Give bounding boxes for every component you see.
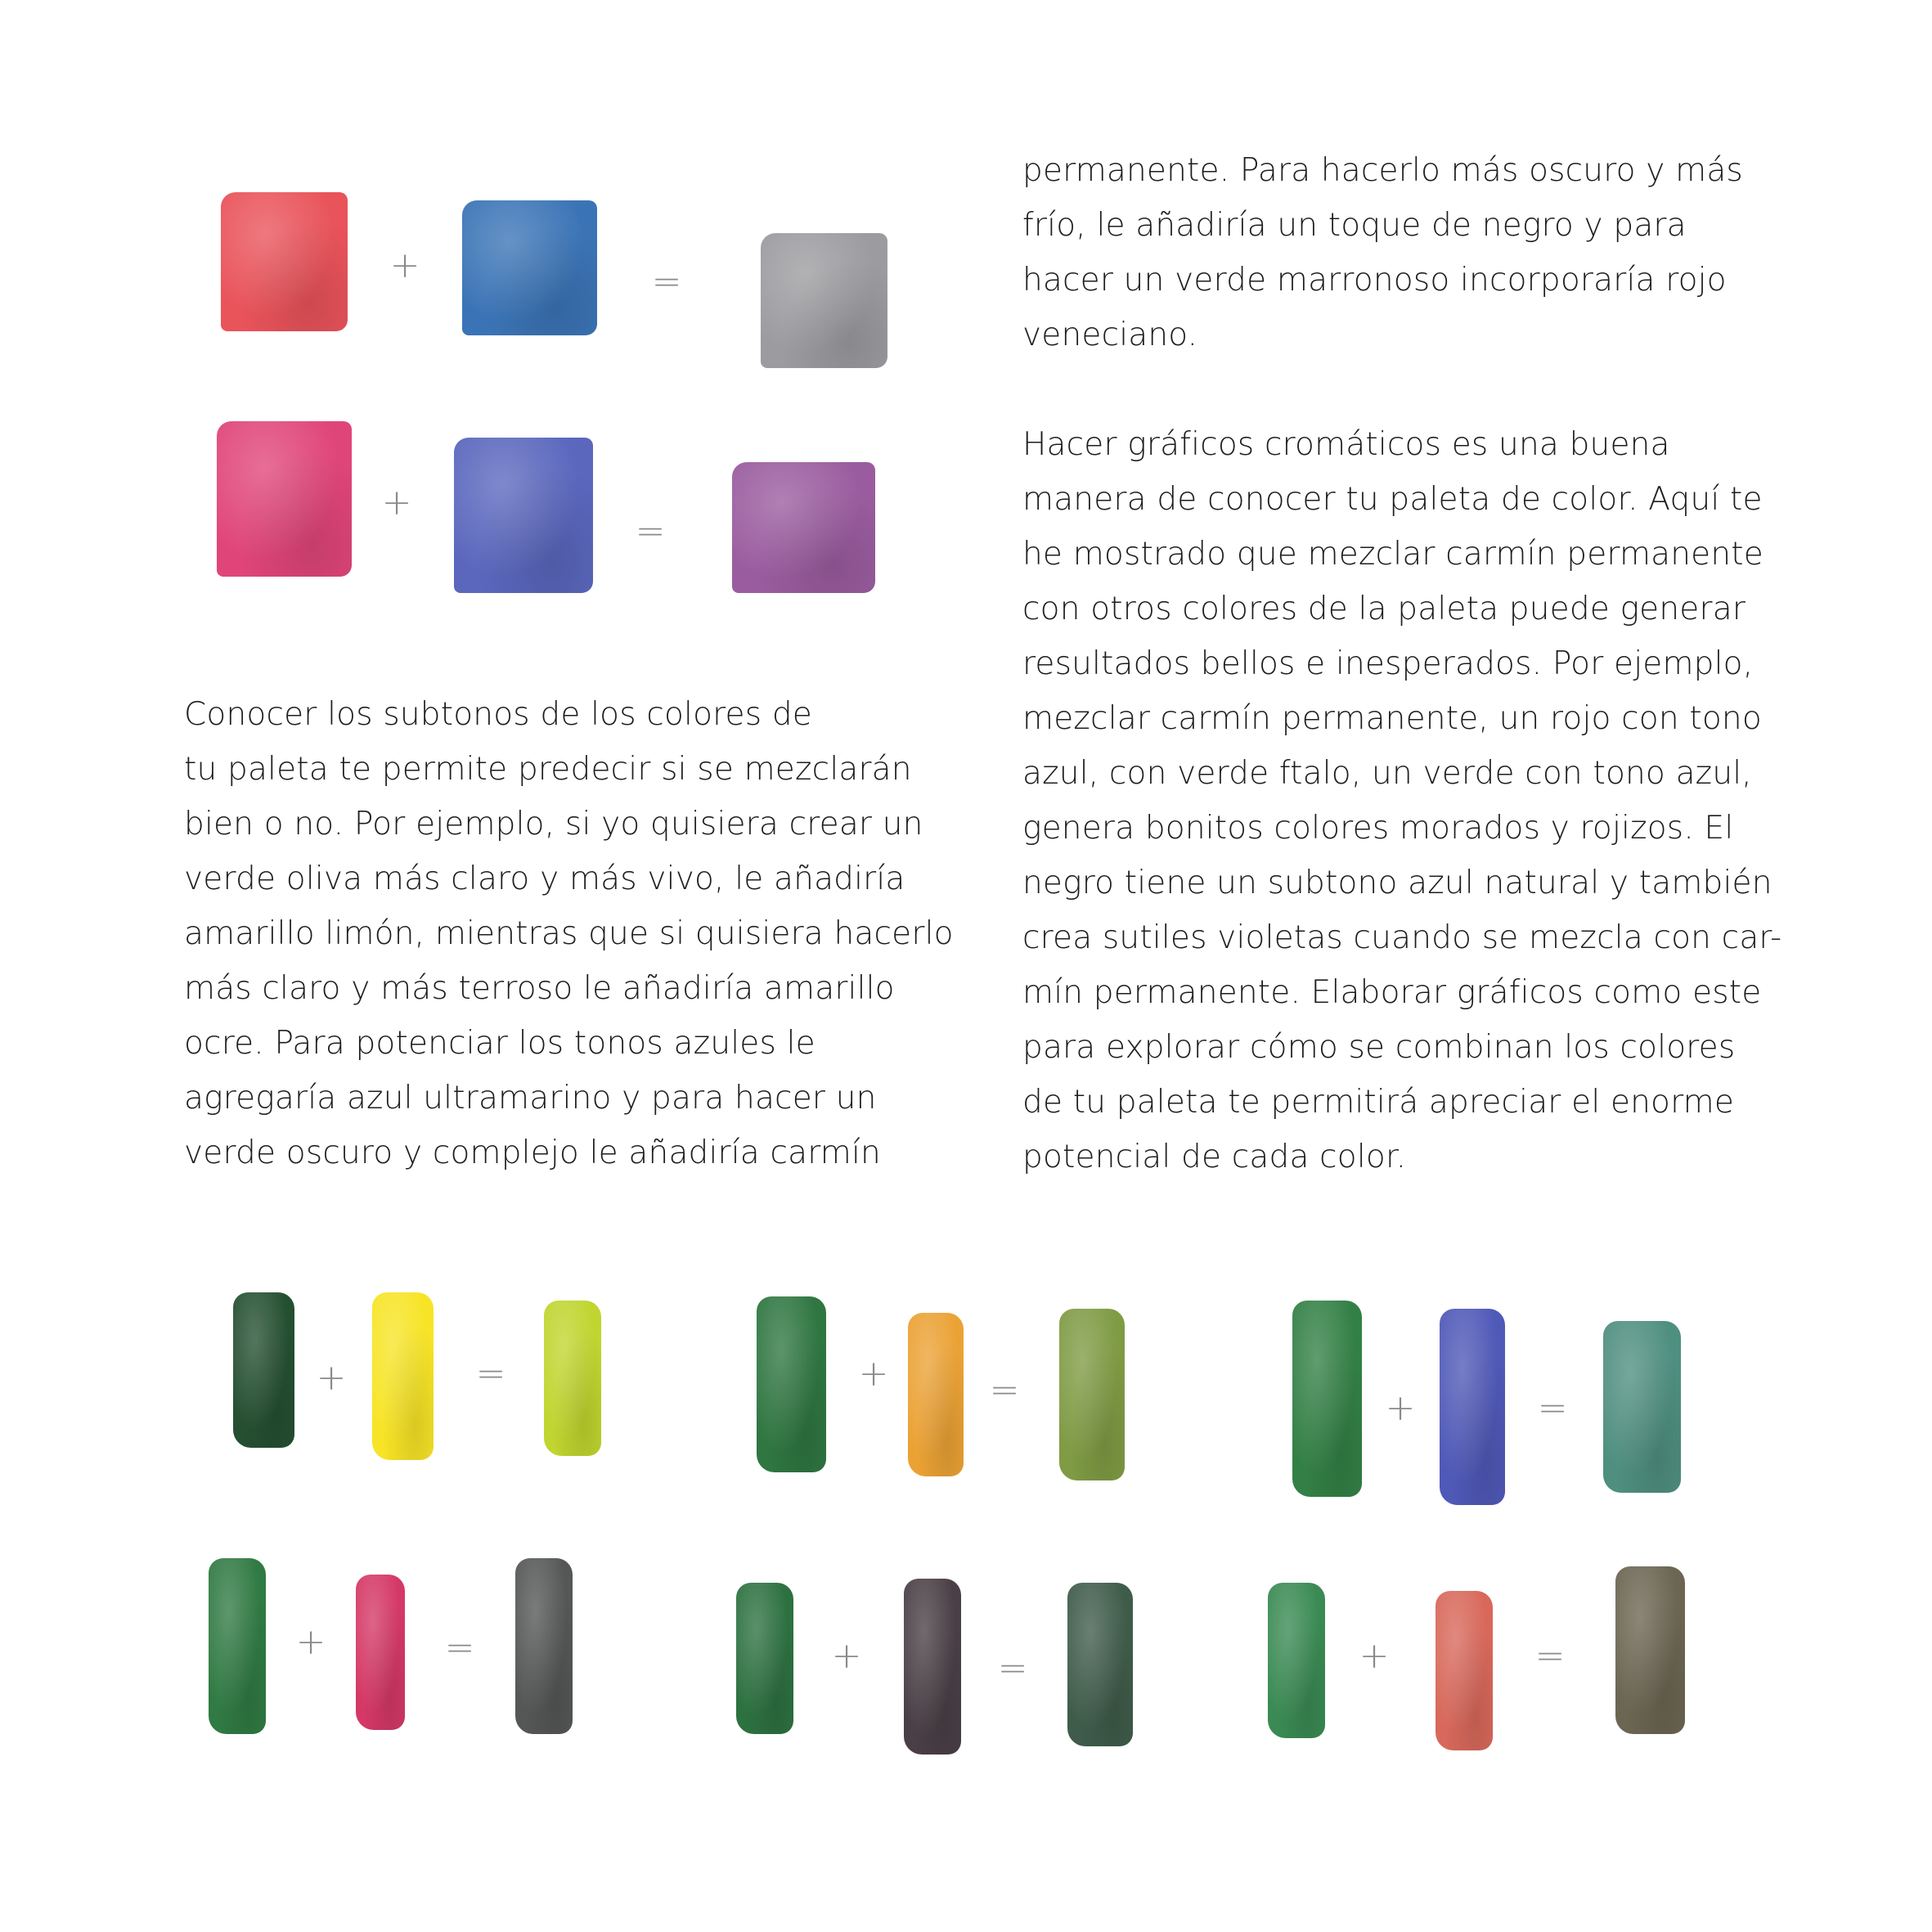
swatch-lemon-yellow <box>372 1292 434 1460</box>
text-line: Hacer gráficos cromáticos es una buena <box>1022 426 1670 463</box>
plus-sign: + <box>295 1621 326 1663</box>
right-text-column <box>1022 143 1781 1184</box>
paragraph-gap <box>1022 362 1781 417</box>
swatch-phthalo-green <box>736 1583 793 1734</box>
text-line: veneciano. <box>1022 317 1198 353</box>
text-line: para explorar cómo se combinan los colores <box>1022 1029 1736 1066</box>
swatch-ultramarine-strip <box>1440 1309 1505 1505</box>
swatch-phthalo-green <box>757 1296 826 1472</box>
swatch-black <box>904 1579 961 1755</box>
text-line: mezclar carmín permanente, un rojo con tono <box>1022 700 1762 737</box>
text-line: mín permanente. Elaborar gráficos como este <box>1022 974 1762 1011</box>
text-line: agregaría azul ultramarino y para hacer un <box>184 1080 877 1117</box>
swatch-phthalo-green <box>209 1558 266 1734</box>
text-line: crea sutiles violetas cuando se mezcla con car- <box>1022 919 1782 956</box>
plus-sign: + <box>858 1353 889 1395</box>
text-line: bien o no. Por ejemplo, si yo quisiera crear un <box>184 806 923 842</box>
swatch-red <box>221 192 348 331</box>
left-text-column <box>184 687 954 1180</box>
swatch-carmine <box>356 1575 405 1730</box>
plus-sign: + <box>831 1635 862 1677</box>
text-line: permanente. Para hacerlo más oscuro y más <box>1022 152 1743 189</box>
equals-sign: = <box>475 1353 506 1395</box>
text-line: ocre. Para potenciar los tonos azules le <box>184 1025 815 1062</box>
swatch-ochre <box>908 1313 964 1476</box>
equals-sign: = <box>651 261 682 303</box>
text-line: frío, le añadiría un toque de negro y para <box>1022 207 1687 244</box>
text-line: de tu paleta te permitirá apreciar el enorme <box>1022 1084 1735 1121</box>
swatch-gray <box>761 233 887 368</box>
text-line: resultados bellos e inesperados. Por ejemplo, <box>1022 645 1754 682</box>
swatch-venetian-red <box>1436 1591 1493 1750</box>
swatch-phthalo-green <box>1292 1301 1362 1497</box>
plus-sign: + <box>1359 1635 1390 1677</box>
swatch-dark-gray-green <box>1067 1583 1133 1746</box>
swatch-light-olive <box>544 1301 601 1456</box>
equals-sign: = <box>989 1369 1020 1411</box>
swatch-ultramarine <box>454 438 593 593</box>
swatch-dark-green <box>233 1292 294 1448</box>
text-line: verde oliva más claro y más vivo, le añadiría <box>184 860 905 897</box>
swatch-purple <box>732 462 875 593</box>
text-line: amarillo limón, mientras que si quisiera hacerlo <box>184 915 954 952</box>
text-line: verde oscuro y complejo le añadiría carmín <box>184 1134 881 1171</box>
equals-sign: = <box>997 1647 1028 1689</box>
equals-sign: = <box>444 1627 475 1669</box>
text-line: he mostrado que mezclar carmín permanente <box>1022 536 1764 573</box>
plus-sign: + <box>381 482 412 523</box>
text-line: más claro y más terroso le añadiría amarillo <box>184 970 895 1007</box>
swatch-blue <box>462 200 597 335</box>
paragraph-continuation <box>1022 143 1781 362</box>
plus-sign: + <box>316 1357 347 1399</box>
text-line: con otros colores de la paleta puede generar <box>1022 591 1746 627</box>
swatch-crimson <box>217 421 352 577</box>
text-line: hacer un verde marronoso incorporaría rojo <box>1022 262 1727 299</box>
text-line: azul, con verde ftalo, un verde con tono azul, <box>1022 755 1752 792</box>
paragraph-color-charts <box>1022 417 1781 1184</box>
swatch-dark-gray <box>515 1558 573 1734</box>
text-line: potencial de cada color. <box>1022 1139 1407 1175</box>
equals-sign: = <box>635 510 666 552</box>
swatch-brown-gray <box>1615 1566 1685 1734</box>
swatch-phthalo-green <box>1268 1583 1325 1738</box>
plus-sign: + <box>389 245 420 286</box>
equals-sign: = <box>1534 1635 1566 1677</box>
plus-sign: + <box>1385 1387 1416 1429</box>
text-line: tu paleta te permite predecir si se mezclarán <box>184 751 912 788</box>
text-line: Conocer los subtonos de los colores de <box>184 696 812 733</box>
equals-sign: = <box>1537 1387 1568 1429</box>
text-line: manera de conocer tu paleta de color. Aquí te <box>1022 481 1763 518</box>
swatch-teal <box>1603 1321 1681 1493</box>
swatch-olive <box>1059 1309 1125 1480</box>
text-line: negro tiene un subtono azul natural y también <box>1022 865 1772 901</box>
text-line: genera bonitos colores morados y rojizos. El <box>1022 810 1734 847</box>
